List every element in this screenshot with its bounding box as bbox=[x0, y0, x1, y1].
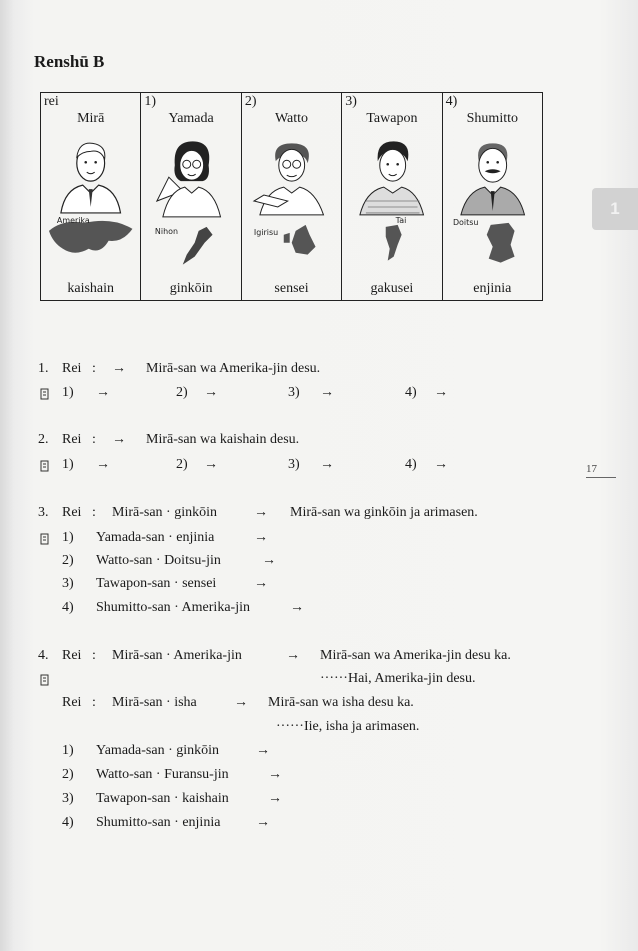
yamada-portrait-and-map bbox=[143, 131, 238, 276]
mira-portrait-and-map bbox=[43, 131, 138, 276]
cell-number: 4) bbox=[445, 94, 458, 109]
cell-number: 2) bbox=[244, 94, 257, 109]
cell-number: 3) bbox=[345, 94, 357, 109]
example-picture-table bbox=[40, 92, 543, 301]
arrow: → bbox=[268, 791, 282, 806]
country-label: Nihon bbox=[155, 226, 179, 236]
ex1-item-2: 2) bbox=[176, 385, 188, 400]
ex4-prompt-2: Mirā-san · isha bbox=[112, 695, 197, 710]
country-label: Amerika bbox=[56, 215, 90, 225]
occupation-label: enjinia bbox=[473, 281, 512, 296]
arrow: → bbox=[290, 600, 304, 615]
ex3-item-num: 3) bbox=[62, 576, 74, 591]
arrow: → bbox=[112, 361, 126, 376]
country-label: Doitsu bbox=[452, 217, 479, 227]
ex3-item-text: Shumitto-san · Amerika-jin bbox=[96, 600, 250, 615]
ex4-item-text: Yamada-san · ginkōin bbox=[96, 743, 220, 758]
arrow: → bbox=[256, 815, 270, 830]
arrow: → bbox=[320, 457, 334, 472]
yamada-illustration bbox=[143, 131, 238, 276]
ex4-rei: Rei bbox=[62, 695, 82, 710]
ex4-item-num: 4) bbox=[62, 815, 74, 830]
ex2-item-1: 1) bbox=[62, 457, 74, 472]
arrow: → bbox=[434, 385, 448, 400]
ex3-item-text: Watto-san · Doitsu-jin bbox=[96, 553, 221, 568]
table-cell-2 bbox=[242, 93, 342, 300]
ex4-item-text: Shumitto-san · enjinia bbox=[96, 815, 221, 830]
ex3-item-text: Tawapon-san · sensei bbox=[96, 576, 217, 591]
cd-icon bbox=[40, 533, 49, 545]
cd-icon bbox=[40, 674, 49, 686]
ex4-item-text: Tawapon-san · kaishain bbox=[96, 791, 229, 806]
ex2-item-3: 3) bbox=[288, 457, 300, 472]
ex3-item-num: 2) bbox=[62, 553, 74, 568]
ex1-rei: Rei bbox=[62, 361, 82, 376]
mira-illustration bbox=[43, 131, 138, 276]
tawapon-portrait-and-map bbox=[344, 131, 439, 276]
ex1-colon: : bbox=[92, 361, 96, 376]
ex4-colon: : bbox=[92, 695, 96, 710]
ex3-rei: Rei bbox=[62, 505, 82, 520]
watto-portrait-and-map bbox=[244, 131, 339, 276]
ex2-answer: Mirā-san wa kaishain desu. bbox=[146, 432, 300, 447]
person-name: Mirā bbox=[77, 111, 105, 126]
arrow: → bbox=[254, 505, 268, 520]
table-cell-3 bbox=[342, 93, 442, 300]
person-name: Shumitto bbox=[466, 111, 518, 126]
ex2-label: 2. bbox=[38, 432, 49, 447]
cd-icon bbox=[40, 460, 49, 472]
arrow: → bbox=[204, 385, 218, 400]
arrow: → bbox=[286, 648, 300, 663]
ex3-colon: : bbox=[92, 505, 96, 520]
arrow: → bbox=[234, 695, 248, 710]
occupation-label: sensei bbox=[274, 281, 309, 296]
arrow: → bbox=[268, 767, 282, 782]
arrow: → bbox=[204, 457, 218, 472]
country-label: Igirisu bbox=[253, 227, 278, 237]
occupation-label: kaishain bbox=[67, 281, 115, 296]
arrow: → bbox=[262, 553, 276, 568]
ex3-answer: Mirā-san wa ginkōin ja arimasen. bbox=[290, 505, 478, 520]
ex4-answer-1: Mirā-san wa Amerika-jin desu ka. bbox=[320, 648, 511, 663]
ex4-item-text: Watto-san · Furansu-jin bbox=[96, 767, 229, 782]
ex1-item-1: 1) bbox=[62, 385, 74, 400]
arrow: → bbox=[254, 576, 268, 591]
ex4-item-num: 1) bbox=[62, 743, 74, 758]
tawapon-illustration bbox=[344, 131, 439, 276]
person-name: Watto bbox=[274, 111, 309, 126]
shumitto-illustration bbox=[445, 131, 540, 276]
watto-illustration bbox=[244, 131, 339, 276]
arrow: → bbox=[256, 743, 270, 758]
ex3-label: 3. bbox=[38, 505, 49, 520]
ex1-item-4: 4) bbox=[405, 385, 417, 400]
ex1-label: 1. bbox=[38, 361, 49, 376]
ex4-answer-2: Mirā-san wa isha desu ka. bbox=[268, 695, 414, 710]
arrow: → bbox=[320, 385, 334, 400]
ex2-item-2: 2) bbox=[176, 457, 188, 472]
person-name: Tawapon bbox=[366, 111, 418, 126]
arrow: → bbox=[96, 385, 110, 400]
ex3-item-num: 4) bbox=[62, 600, 74, 615]
table-cell-rei bbox=[41, 93, 141, 300]
arrow: → bbox=[96, 457, 110, 472]
ex4-colon: : bbox=[92, 648, 96, 663]
ex1-answer: Mirā-san wa Amerika-jin desu. bbox=[146, 361, 321, 376]
ex4-item-num: 2) bbox=[62, 767, 74, 782]
cell-number: rei bbox=[44, 94, 59, 109]
ex4-reply-1: ······Hai, Amerika-jin desu. bbox=[320, 671, 476, 686]
ex1-item-3: 3) bbox=[288, 385, 300, 400]
country-label: Tai bbox=[395, 215, 407, 225]
table-cell-1 bbox=[141, 93, 241, 300]
page-title: Renshū B bbox=[34, 52, 105, 71]
ex4-item-num: 3) bbox=[62, 791, 74, 806]
ex3-item-text: Yamada-san · enjinia bbox=[96, 530, 215, 545]
chapter-tab: 1 bbox=[592, 188, 638, 230]
person-name: Yamada bbox=[168, 111, 214, 126]
ex3-prompt: Mirā-san · ginkōin bbox=[112, 505, 217, 520]
shumitto-portrait-and-map bbox=[445, 131, 540, 276]
cd-icon bbox=[40, 388, 49, 400]
ex4-reply-2: ······Iie, isha ja arimasen. bbox=[276, 719, 420, 734]
ex4-label: 4. bbox=[38, 648, 49, 663]
occupation-label: ginkōin bbox=[169, 281, 213, 296]
arrow: → bbox=[112, 432, 126, 447]
arrow: → bbox=[254, 530, 268, 545]
ex2-item-4: 4) bbox=[405, 457, 417, 472]
ex4-rei: Rei bbox=[62, 648, 82, 663]
ex4-prompt-1: Mirā-san · Amerika-jin bbox=[112, 648, 242, 663]
cell-number: 1) bbox=[144, 94, 157, 109]
table-cell-4 bbox=[443, 93, 542, 300]
occupation-label: gakusei bbox=[370, 281, 414, 296]
ex2-rei: Rei bbox=[62, 432, 82, 447]
ex2-colon: : bbox=[92, 432, 96, 447]
ex3-item-num: 1) bbox=[62, 530, 74, 545]
page-number: 17 bbox=[586, 463, 616, 478]
arrow: → bbox=[434, 457, 448, 472]
